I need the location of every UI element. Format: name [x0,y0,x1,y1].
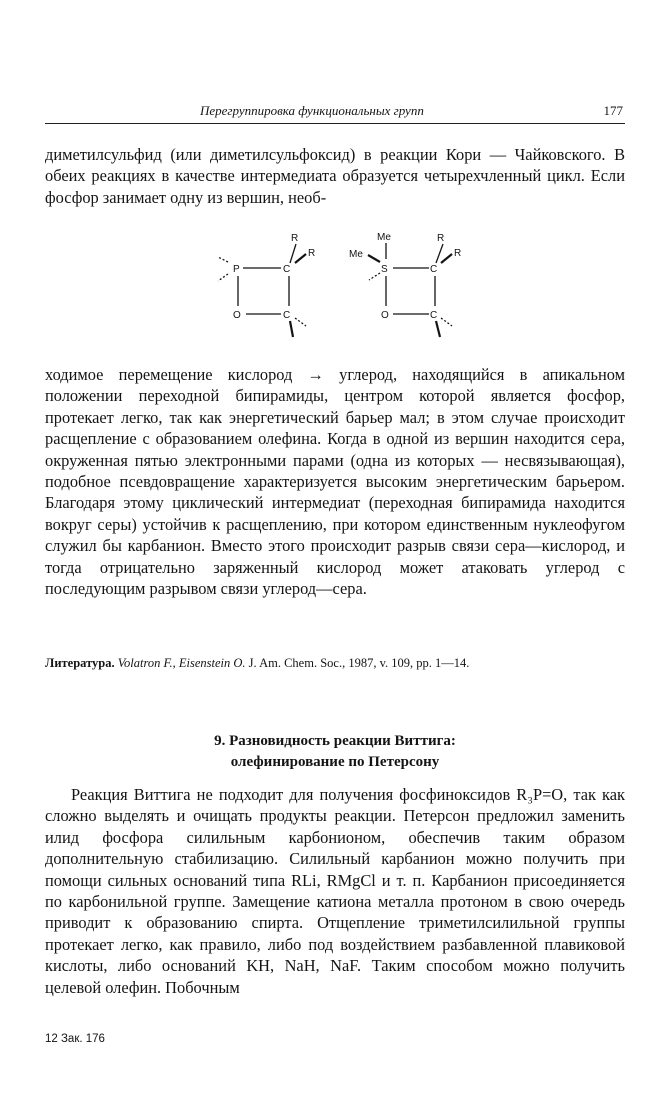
literature-reference [45,655,625,671]
printer-signature: 12 Зак. 176 [45,1033,105,1045]
paragraph-3: Реакция Виттига не подходит для получения фосфиноксидов R₃P=O, так как сложно выделять и очищать продукты реакции. Петерсон предложил заменить илид фосфора силильным карбонионом, обеспечив таким образом дополнительную стабилизацию. Силильный карбанион можно получить при помощи сильных оснований типа RLi, RMgCl и т. п. Карбанион присоединяется по карбонильной группе. Замещение катиона металла протоном в свою очередь приводит к образованию спирта. Отщепление триметилсилильной группы протекает легко, как правило, либо под воздействием разбавленной плавиковой кислоты, либо оснований KH, NaH, NaF. Таким способом можно получить целевой олефин. Побочным [45,785,625,997]
section-heading [45,731,625,773]
sulfur-ring-structure [368,243,452,337]
atom-C-left-bottom: C [283,310,291,321]
literature-citation: J. Am. Chem. Soc., 1987, v. 109, pp. 1—14. [248,656,470,670]
section-heading-line-2: олефинирование по Петерсону [230,754,440,770]
page-number: 177 [603,103,623,118]
atom-P: P [233,264,240,275]
substituent-R-right-1: R [437,233,445,244]
atom-O-right: O [381,310,389,321]
substituent-R-left-2: R [308,248,316,259]
running-title: Перегруппировка функциональных групп [200,103,424,118]
atom-C-right-bottom: C [430,310,438,321]
substituent-Me-top: Me [377,232,391,243]
running-header [45,103,625,124]
literature-label: Литература. [45,656,115,670]
phosphorus-ring-structure [218,244,306,337]
section-heading-line-1: 9. Разновидность реакции Виттига: [214,733,456,749]
substituent-R-right-2: R [454,248,462,259]
atom-C-left-top: C [283,264,291,275]
substituent-R-left-1: R [291,233,299,244]
paragraph-2: ходимое перемещение кислород → углерод, находящийся в апикальном положении переходной бипирамиды, центром которой является фосфор, протекает легко, так как энергетический барьер мал; в этом случае происходит расщепление с образованием олефина. Когда в одной из вершин находится сера, окруженная пятью электронными парами (одна из которых — несвязывающая), подобное псевдовращение характеризуется высоким энергетическим барьером. Благодаря этому циклический интермедиат (переходная бипирамида находится вокруг серы) устойчив к расщеплению, при котором единственным нуклеофугом служил бы карбанион. Вместо этого происходит разрыв связи сера—кислород, и тогда отрицательно заряженный кислород может атаковать углерод с последующим разрывом связи углерод—сера. [45,365,625,599]
substituent-Me-left: Me [349,249,363,260]
literature-authors: Volatron F., Eisenstein O. [117,656,246,670]
atom-S: S [381,264,388,275]
paragraph-1: диметилсульфид (или диметилсульфоксид) в реакции Кори — Чайковского. В обеих реакциях в качестве интермедиата образуется четырехчленный цикл. Если фосфор занимает одну из вершин, необ- [45,145,625,207]
atom-C-right-top: C [430,264,438,275]
atom-O-left: O [233,310,241,321]
